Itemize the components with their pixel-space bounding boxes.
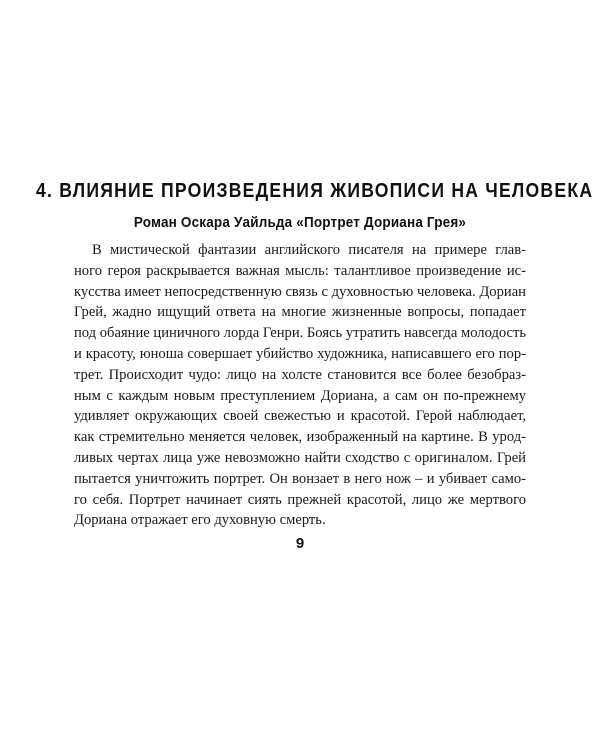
paragraph-line: ного героя раскрывается важная мысль: талантливое произведение ис- bbox=[74, 262, 526, 279]
body-paragraph bbox=[74, 240, 526, 531]
paragraph-line: Дориана отражает его духовную смерть. bbox=[74, 512, 326, 529]
paragraph-line: ным с каждым новым преступлением Дориана, а сам он по-прежнему bbox=[74, 387, 526, 404]
paragraph-line: В мистической фантазии английского писателя на примере глав- bbox=[92, 242, 526, 258]
paragraph-line: Грей, жадно ищущий ответа на многие жизненные вопросы, попадает bbox=[74, 304, 526, 321]
paragraph-line: го себя. Портрет начинает сиять прежней красотой, лицо же мертвого bbox=[74, 491, 526, 508]
paragraph-line: кусства имеет непосредственную связь с духовностью человека. Дориан bbox=[74, 283, 526, 300]
paragraph-line: и красоту, юноша совершает убийство художника, написавшего его пор- bbox=[74, 345, 526, 362]
paragraph-line: как стремительно меняется человек, изображенный на картине. В урод- bbox=[74, 429, 526, 446]
chapter-subtitle: Роман Оскара Уайльда «Портрет Дориана Грея» bbox=[133, 214, 467, 231]
paragraph-line: трет. Происходит чудо: лицо на холсте становится все более безобраз- bbox=[74, 366, 526, 383]
paragraph-line: пытается уничтожить портрет. Он вонзает в него нож – и убивает само- bbox=[74, 470, 526, 487]
page-number: 9 bbox=[295, 535, 305, 552]
paragraph-line: удивляет окружающих своей свежестью и красотой. Герой наблюдает, bbox=[74, 408, 526, 425]
paragraph-line: под обаяние циничного лорда Генри. Боясь утратить навсегда молодость bbox=[74, 325, 527, 342]
chapter-title: 4. ВЛИЯНИЕ ПРОИЗВЕДЕНИЯ ЖИВОПИСИ НА ЧЕЛОВЕКА bbox=[36, 180, 594, 202]
paragraph-line: ливых чертах лица уже невозможно найти сходство с оригиналом. Грей bbox=[74, 449, 526, 466]
